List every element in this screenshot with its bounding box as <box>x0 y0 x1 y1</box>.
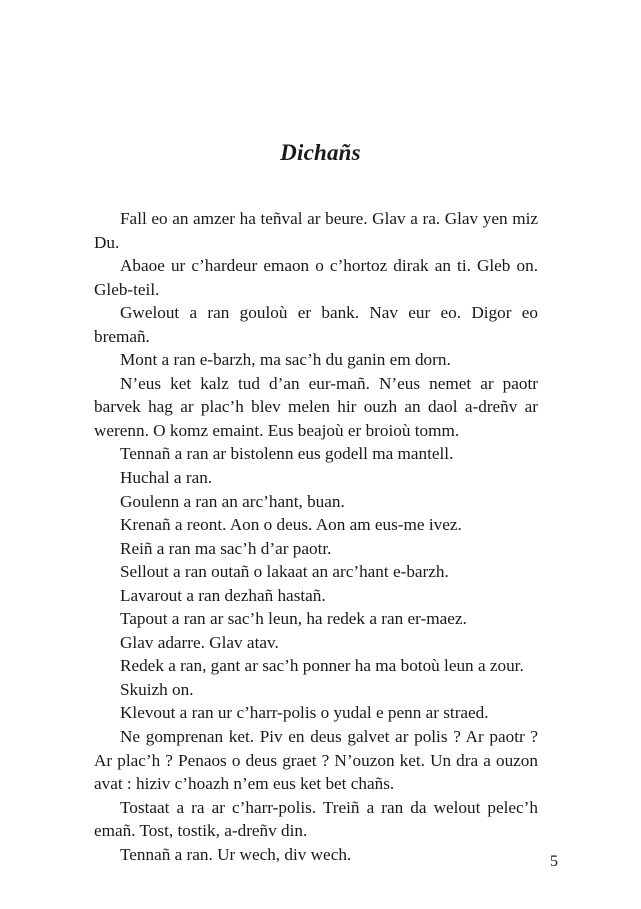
page-number: 5 <box>550 853 558 870</box>
paragraph: Tapout a ran ar sac’h leun, ha redek a ran er-maez. <box>120 609 467 629</box>
paragraph: Gwelout a ran gouloù er bank. Nav eur eo. Digor eo bremañ. <box>94 303 538 346</box>
paragraph: Tostaat a ra ar c’harr-polis. Treiñ a ran da welout pelec’h emañ. Tost, tostik, a-dreñv din. <box>94 797 538 841</box>
paragraph: Ne gomprenan ket. Piv en deus galvet ar polis ? Ar paotr ? Ar plac’h ? Penaos o deus graet ? N’ouzon ket. Un dra a ouzon avat : hiziv c’hoazh n’em eus ket bet chañs. <box>94 727 538 794</box>
paragraph: Sellout a ran outañ o lakaat an arc’hant e-barzh. <box>120 562 449 582</box>
paragraph: Reiñ a ran ma sac’h d’ar paotr. <box>120 538 332 558</box>
paragraph: Tennañ a ran. Ur wech, div wech. <box>120 844 352 864</box>
paragraph: Glav adarre. Glav atav. <box>120 632 279 652</box>
paragraph: Skuizh on. <box>120 679 194 699</box>
paragraph: Abaoe ur c’hardeur emaon o c’hortoz dirak an ti. Gleb on. Gleb-teil. <box>94 256 538 299</box>
paragraph: Lavarout a ran dezhañ hastañ. <box>120 585 326 605</box>
paragraph: N’eus ket kalz tud d’an eur-mañ. N’eus nemet ar paotr barvek hag ar plac’h blev melen hir ouzh an daol a-dreñv ar werenn. O komz emaint. Eus beajoù er broioù tomm. <box>94 373 538 440</box>
chapter-title: Dichañs <box>280 140 361 165</box>
paragraph: Krenañ a reont. Aon o deus. Aon am eus-me ivez. <box>120 515 462 535</box>
paragraph: Tennañ a ran ar bistolenn eus godell ma mantell. <box>120 444 454 464</box>
paragraph: Redek a ran, gant ar sac’h ponner ha ma botoù leun a zour. <box>120 656 524 676</box>
chapter-body <box>94 207 538 866</box>
paragraph: Huchal a ran. <box>120 468 213 488</box>
paragraph: Klevout a ran ur c’harr-polis o yudal e penn ar straed. <box>120 703 489 723</box>
paragraph: Mont a ran e-barzh, ma sac’h du ganin em dorn. <box>120 350 451 370</box>
paragraph: Goulenn a ran an arc’hant, buan. <box>120 491 345 511</box>
paragraph: Fall eo an amzer ha teñval ar beure. Glav a ra. Glav yen miz Du. <box>94 209 538 252</box>
